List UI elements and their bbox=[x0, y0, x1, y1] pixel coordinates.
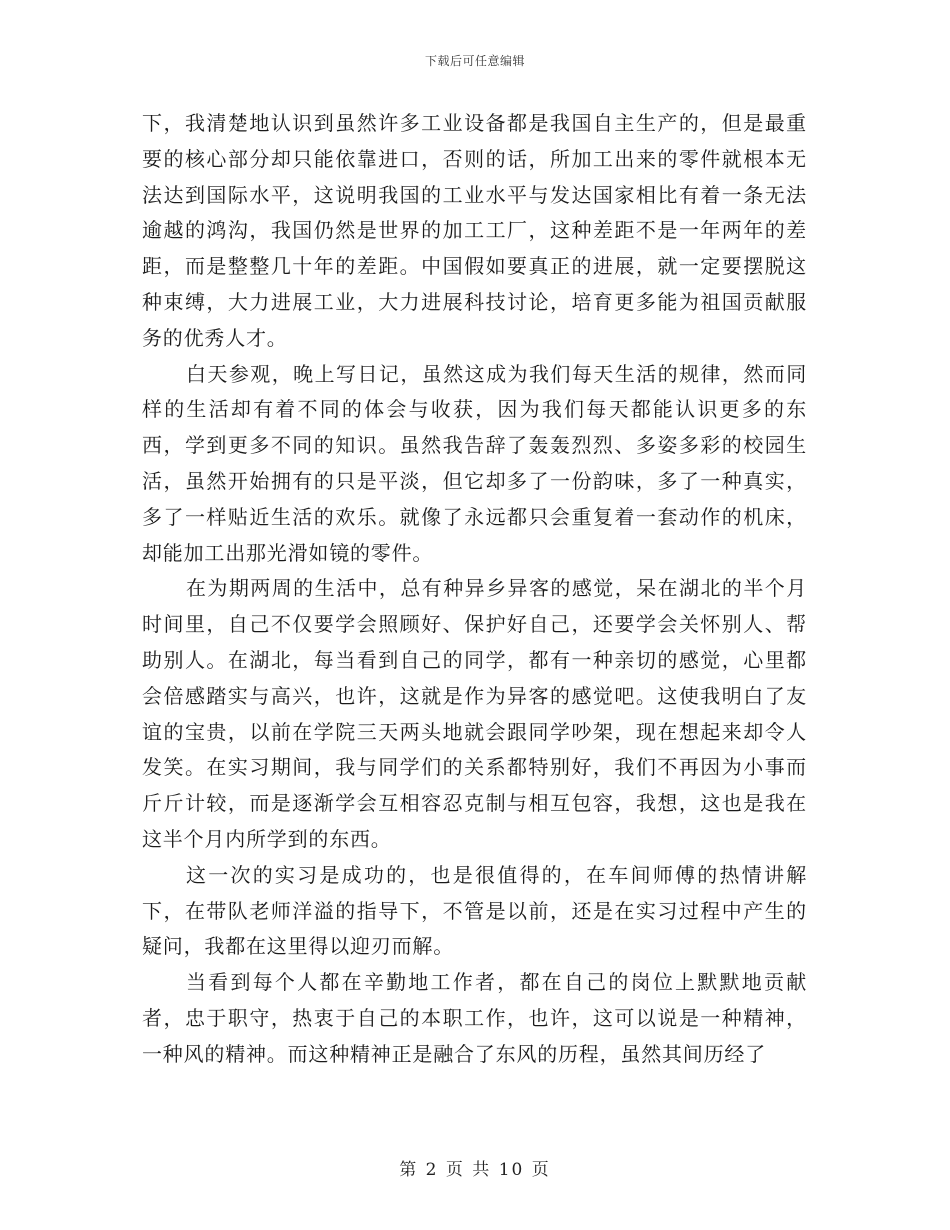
paragraph-3: 在为期两周的生活中，总有种异乡异客的感觉，呆在湖北的半个月时间里，自己不仅要学会照顾好、保护好自己，还要学会关怀别人、帮助别人。在湖北，每当看到自己的同学，都有一种亲切的感觉，心里都会倍感踏实与高兴，也许，这就是作为异客的感觉吧。这使我明白了友谊的宝贵，以前在学院三天两头地就会跟同学吵架，现在想起来却令人发笑。在实习期间，我与同学们的关系都特别好，我们不再因为小事而斤斤计较，而是逐渐学会互相容忍克制与相互包容，我想，这也是我在这半个月内所学到的东西。 bbox=[142, 576, 807, 851]
document-body bbox=[142, 106, 807, 1073]
page-number-footer: 第 2 页 共 10 页 bbox=[399, 1160, 551, 1180]
paragraph-2: 白天参观，晚上写日记，虽然这成为我们每天生活的规律，然而同样的生活却有着不同的体会与收获，因为我们每天都能认识更多的东西，学到更多不同的知识。虽然我告辞了轰轰烈烈、多姿多彩的校园生活，虽然开始拥有的只是平淡，但它却多了一份韵味，多了一种真实，多了一样贴近生活的欢乐。就像了永远都只会重复着一套动作的机床，却能加工出那光滑如镜的零件。 bbox=[142, 361, 807, 565]
paragraph-4: 这一次的实习是成功的，也是很值得的，在车间师傅的热情讲解下，在带队老师洋溢的指导下，不管是以前，还是在实习过程中产生的疑问，我都在这里得以迎刃而解。 bbox=[142, 862, 807, 959]
page-header: 下载后可任意编辑 bbox=[424, 54, 525, 68]
paragraph-1: 下，我清楚地认识到虽然许多工业设备都是我国自主生产的，但是最重要的核心部分却只能依靠进口，否则的话，所加工出来的零件就根本无法达到国际水平，这说明我国的工业水平与发达国家相比有着一条无法逾越的鸿沟，我国仍然是世界的加工工厂，这种差距不是一年两年的差距，而是整整几十年的差距。中国假如要真正的进展，就一定要摆脱这种束缚，大力进展工业，大力进展科技讨论，培育更多能为祖国贡献服务的优秀人才。 bbox=[142, 111, 807, 350]
paragraph-5: 当看到每个人都在辛勤地工作者，都在自己的岗位上默默地贡献者，忠于职守，热衷于自己的本职工作，也许，这可以说是一种精神，一种风的精神。而这种精神正是融合了东风的历程，虽然其间历经了 bbox=[142, 970, 807, 1066]
